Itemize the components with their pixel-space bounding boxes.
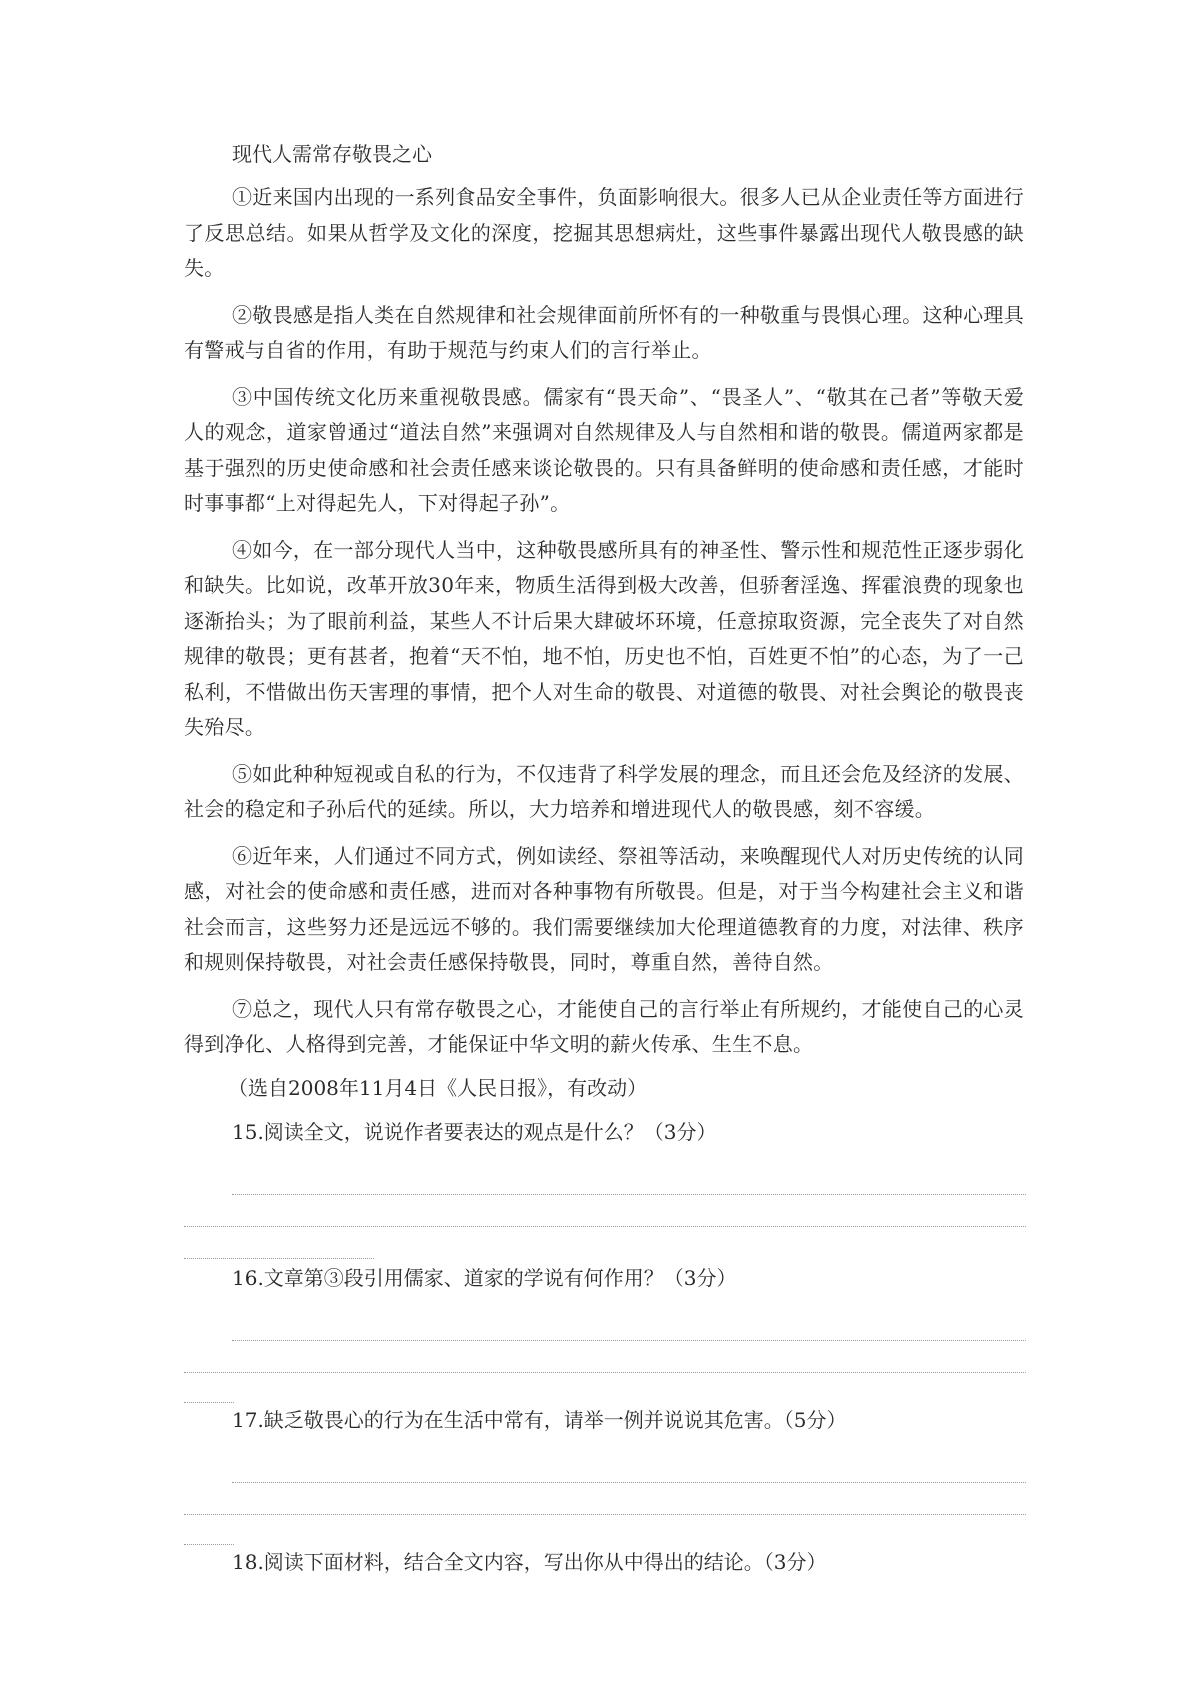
paragraph-2: ②敬畏感是指人类在自然规律和社会规律面前所怀有的一种敬重与畏惧心理。这种心理具有警戒与自省的作用，有助于规范与约束人们的言行举止。 [184, 302, 1024, 362]
answer-line [184, 1402, 234, 1403]
paragraph-6: ⑥近年来，人们通过不同方式，例如读经、祭祖等活动，来唤醒现代人对历史传统的认同感，对社会的使命感和责任感，进而对各种事物有所敬畏。但是，对于当今构建社会主义和谐社会而言，这些努力还是远远不够的。我们需要继续加大伦理道德教育的力度，对法律、秩序和规则保持敬畏，对社会责任感保持敬畏，同时，尊重自然，善待自然。 [184, 843, 1024, 974]
answer-line [184, 1372, 1026, 1373]
question-15: 15.阅读全文，说说作者要表达的观点是什么？（3分） [232, 1119, 717, 1144]
paragraph-1: ①近来国内出现的一系列食品安全事件，负面影响很大。很多人已从企业责任等方面进行了反思总结。如果从哲学及文化的深度，挖掘其思想病灶，这些事件暴露出现代人敬畏感的缺失。 [184, 185, 1024, 280]
answer-area-15[interactable] [184, 1146, 1024, 1264]
paragraph-3: ③中国传统文化历来重视敬畏感。儒家有“畏天命”、“畏圣人”、“敬其在己者”等敬天爱人的观念，道家曾通过“道法自然”来强调对自然规律及人与自然相和谐的敬畏。儒道两家都是基于强烈的历史使命感和社会责任感来谈论敬畏的。只有具备鲜明的使命感和责任感，才能时时事事都“上对得起先人，下对得起子孙”。 [184, 384, 1024, 515]
question-16: 16.文章第③段引用儒家、道家的学说有何作用？（3分） [232, 1265, 737, 1290]
answer-line [184, 1226, 1026, 1227]
answer-line [184, 1544, 234, 1545]
answer-line [232, 1482, 1026, 1483]
question-18: 18.阅读下面材料，结合全文内容，写出你从中得出的结论。（3分） [232, 1549, 827, 1574]
answer-area-16[interactable] [184, 1292, 1024, 1406]
paragraph-7: ⑦总之，现代人只有常存敬畏之心，才能使自己的言行举止有所规约，才能使自己的心灵得到净化、人格得到完善，才能保证中华文明的薪火传承、生生不息。 [184, 996, 1024, 1056]
article-title: 现代人需常存敬畏之心 [232, 142, 432, 166]
answer-line [232, 1194, 1026, 1195]
answer-line [232, 1340, 1026, 1341]
answer-area-17[interactable] [184, 1434, 1024, 1548]
paragraph-5: ⑤如此种种短视或自私的行为，不仅违背了科学发展的理念，而且还会危及经济的发展、社会的稳定和子孙后代的延续。所以，大力培养和增进现代人的敬畏感，刻不容缓。 [184, 761, 1024, 821]
article-source: （选自2008年11月4日《人民日报》，有改动） [228, 1075, 648, 1100]
answer-line [184, 1514, 1026, 1515]
answer-line [184, 1258, 374, 1259]
question-17: 17.缺乏敬畏心的行为在生活中常有，请举一例并说说其危害。（5分） [232, 1407, 847, 1432]
exam-page [184, 140, 1024, 1576]
paragraph-4: ④如今，在一部分现代人当中，这种敬畏感所具有的神圣性、警示性和规范性正逐步弱化和缺失。比如说，改革开放30年来，物质生活得到极大改善，但骄奢淫逸、挥霍浪费的现象也逐渐抬头；为了眼前利益，某些人不计后果大肆破坏环境，任意掠取资源，完全丧失了对自然规律的敬畏；更有甚者，抱着“天不怕，地不怕，历史也不怕，百姓更不怕”的心态，为了一己私利，不惜做出伤天害理的事情，把个人对生命的敬畏、对道德的敬畏、对社会舆论的敬畏丧失殆尽。 [184, 537, 1024, 739]
